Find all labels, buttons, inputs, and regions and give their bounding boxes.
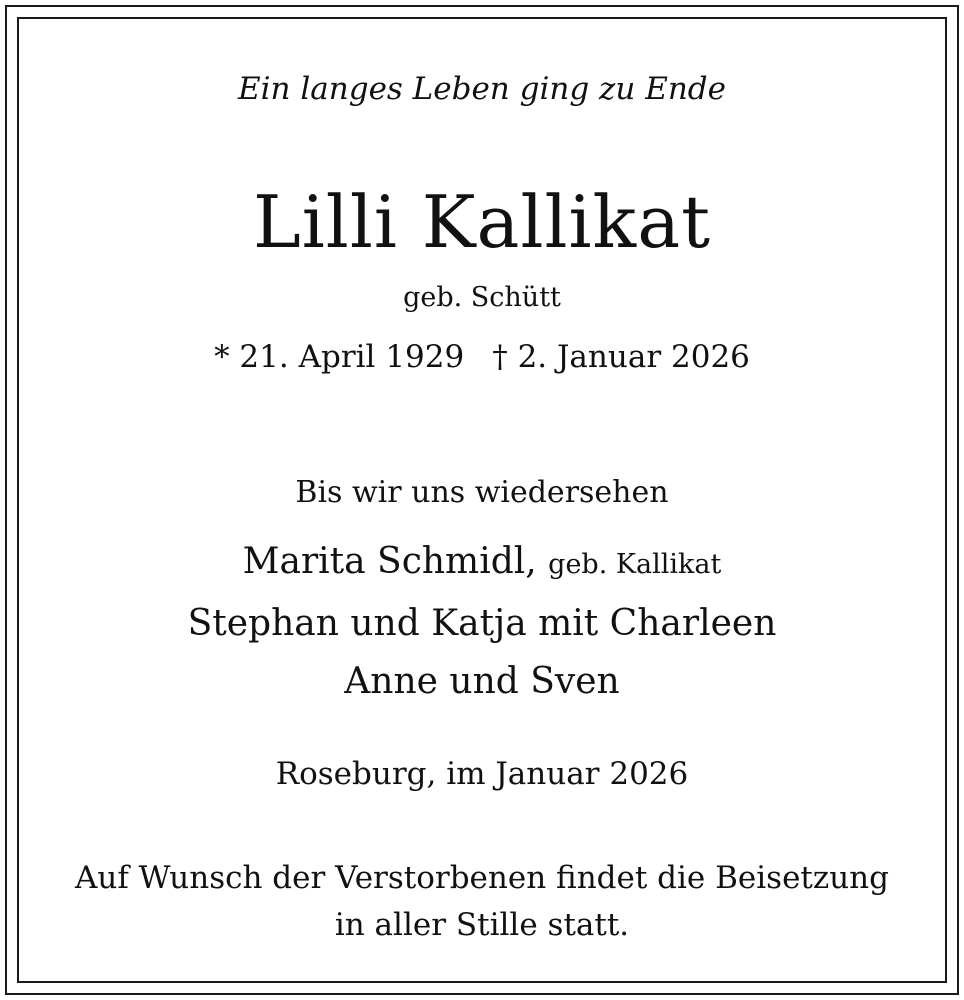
death-date: † 2. Januar 2026 xyxy=(492,339,750,375)
maiden-name: geb. Schütt xyxy=(403,282,561,313)
place-date: Roseburg, im Januar 2026 xyxy=(275,756,689,792)
burial-note-line-2: in aller Stille statt. xyxy=(334,907,630,943)
mourner-maiden-name: geb. Kallikat xyxy=(548,549,722,580)
mourner-line-3: Anne und Sven xyxy=(344,661,620,702)
birth-date: * 21. April 1929 xyxy=(214,339,465,375)
farewell-text: Bis wir uns wiedersehen xyxy=(295,475,669,510)
mourner-line-1 xyxy=(0,541,964,582)
deceased-name: Lilli Kallikat xyxy=(252,180,712,264)
life-dates xyxy=(0,339,964,375)
mourner-name: Marita Schmidl, xyxy=(242,541,537,582)
burial-note-line-1: Auf Wunsch der Verstorbenen findet die Beisetzung xyxy=(74,860,889,896)
motto-text: Ein langes Leben ging zu Ende xyxy=(238,71,726,107)
mourner-line-2: Stephan und Katja mit Charleen xyxy=(187,603,777,644)
